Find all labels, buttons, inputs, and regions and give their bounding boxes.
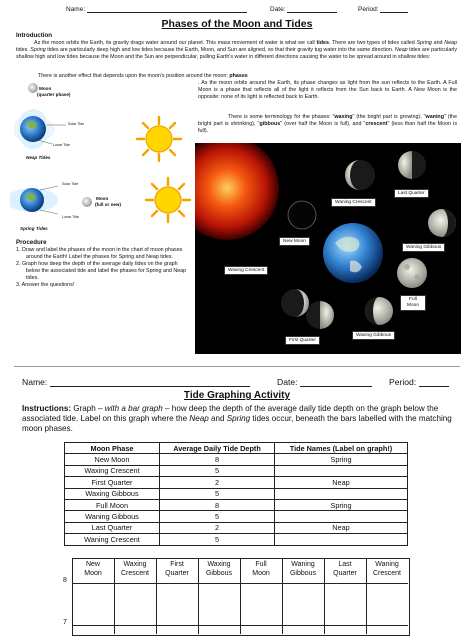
table-row: Waxing Gibbous 5: [65, 488, 408, 499]
sun-icon: [135, 115, 183, 163]
table-row: Full Moon 8 Spring: [65, 499, 408, 510]
neap-moon-label: Moon: [39, 86, 52, 91]
new-moon: [288, 201, 316, 229]
table-header: Tide Names (Label on graph!): [275, 443, 408, 454]
graph-column-header: First Quarter: [165, 561, 189, 577]
table-row: New Moon 8 Spring: [65, 454, 408, 465]
period-field-2[interactable]: Period:: [389, 377, 449, 387]
table-header: Average Daily Tide Depth: [160, 443, 275, 454]
intro-paragraph-3: There is some terminology for the phases: "waxing" (the bright part is growing), "waning" (the bright part is shrinking), "gibbous" (over half the Moon is full), and "crescent" (less than half the Moon is full).: [198, 114, 457, 134]
tide-graphing-title: Tide Graphing Activity: [183, 390, 291, 401]
intro-paragraph-2-line1: There is another effect that depends upon the moon's position around the moon: phases: [38, 73, 248, 79]
label-waxing-gibbous: Waxing Gibbous: [352, 331, 395, 340]
name-field-2[interactable]: Name:: [22, 377, 250, 387]
graph-row-divider: [72, 583, 408, 584]
page-divider: [14, 366, 460, 367]
moon-icon: [81, 196, 93, 208]
graph-column-header: New Moon: [84, 561, 102, 577]
spring-solar-tide-label: Solar Tide: [62, 182, 79, 186]
graph-column-divider: [240, 558, 241, 634]
graph-column-divider: [324, 558, 325, 634]
label-last-quarter: Last Quarter: [394, 189, 429, 198]
table-row: Waxing Crescent 5: [65, 465, 408, 476]
procedure-step-3: 3. Answer the questions!: [16, 281, 75, 288]
table-header: Moon Phase: [65, 443, 160, 454]
neap-solar-tide-label: Solar Tide: [68, 122, 85, 126]
procedure-step-1: 1. Draw and label the phases of the moon in the chart of moon phases around the Earth! Label the phases for Spring and Neap tides.: [16, 247, 183, 260]
date-blank-2[interactable]: [300, 377, 372, 387]
graph-column-divider: [198, 558, 199, 634]
name-field[interactable]: Name:: [66, 5, 247, 13]
graph-column-divider: [366, 558, 367, 634]
procedure-step-2: 2. Graph how deep the depth of the average daily tides on the graph below the associated tide and label the phases for Spring and Neap tides.: [16, 260, 187, 281]
intro-paragraph-1: As the moon orbits the Earth, its gravity drags water around our planet. This mass movement of water is what we call tides. There are two types of tides called Spring and Neap tides. Spring tides are particularly deep high and low tides because the Earth, Moon, and Sun are aligned, so that their gravity tug water into the same direction. Neap tides are particularly shallow high and low tides because the Moon and the Sun are perpendicular, pulling Earth's water in different directions causing the water to be spread around in shallow tides:: [16, 40, 457, 60]
instructions: Instructions: Graph – with a bar graph – how deep the depth of the average daily tide depth on the graph below the associated tide. Label on this graph where the Neap and Spring tides occur, beneath the bars labelled with the matching moon phases.: [22, 404, 452, 433]
date-field[interactable]: Date:: [270, 5, 337, 13]
neap-moon-sublabel: (quarter phase): [37, 92, 71, 97]
tide-data-table: [64, 442, 408, 546]
neap-tides-caption: Neap Tides: [26, 155, 51, 160]
label-new-moon: New Moon: [279, 237, 310, 246]
label-full-moon: Full Moon: [400, 295, 426, 311]
graph-column-divider: [282, 558, 283, 634]
graph-column-divider: [156, 558, 157, 634]
spring-tides-caption: Spring Tides: [20, 226, 48, 231]
procedure-heading: Procedure: [16, 239, 47, 246]
label-waning-crescent: Waning Crescent: [331, 198, 376, 207]
intro-paragraph-2: . As the moon orbits around the Earth, its phase changes as light from the sun reflects to the Earth. A Full Moon is a phase that reflects all of the light it reflects from the Sun back to Earth. A New Moon is the opposite: none of its light is reflected back to Earth.: [198, 80, 457, 100]
sun-icon: [144, 176, 192, 224]
spring-moon-sublabel: (full or new): [95, 202, 122, 207]
table-row: Last Quarter 2 Neap: [65, 522, 408, 533]
period-field[interactable]: Period:: [358, 5, 408, 13]
graph-column-header: Waning Gibbous: [289, 561, 317, 577]
table-row: Waning Crescent 5: [65, 534, 408, 545]
y-axis-label: 8: [63, 577, 67, 584]
graph-column-header: Full Moon: [252, 561, 270, 577]
graph-column-header: Waxing Crescent: [120, 561, 149, 577]
date-field-2[interactable]: Date:: [277, 377, 372, 387]
period-blank-2[interactable]: [419, 377, 449, 387]
spring-tides-diagram: [10, 180, 70, 220]
earth-image: [323, 223, 383, 283]
graph-row-divider: [72, 625, 408, 626]
procedure-list: [16, 247, 192, 288]
date-blank[interactable]: [287, 5, 337, 13]
spring-moon-label: Moon: [96, 196, 109, 201]
graph-column-header: Waxing Gibbous: [205, 561, 233, 577]
neap-lunar-tide-label: Lunar Tide: [53, 143, 70, 147]
worksheet-title: Phases of the Moon and Tides: [161, 18, 313, 30]
name-blank[interactable]: [87, 5, 247, 13]
graph-column-divider: [114, 558, 115, 634]
spring-lunar-tide-label: Lunar Tide: [62, 215, 79, 219]
graph-column-header: Waning Crescent: [372, 561, 401, 577]
period-blank[interactable]: [380, 5, 408, 13]
y-axis-label: 7: [63, 619, 67, 626]
label-waning-gibbous: Waning Gibbous: [402, 243, 445, 252]
table-row: First Quarter 2 Neap: [65, 477, 408, 488]
earth-icon: [20, 116, 46, 142]
intro-heading: Introduction: [16, 32, 53, 39]
name-blank-2[interactable]: [50, 377, 250, 387]
label-first-quarter: First Quarter: [285, 336, 320, 345]
full-moon: [397, 258, 427, 288]
table-row: Waning Gibbous 5: [65, 511, 408, 522]
graph-column-header: Last Quarter: [333, 561, 357, 577]
label-waxing-crescent: Waxing Crescent: [224, 266, 268, 275]
